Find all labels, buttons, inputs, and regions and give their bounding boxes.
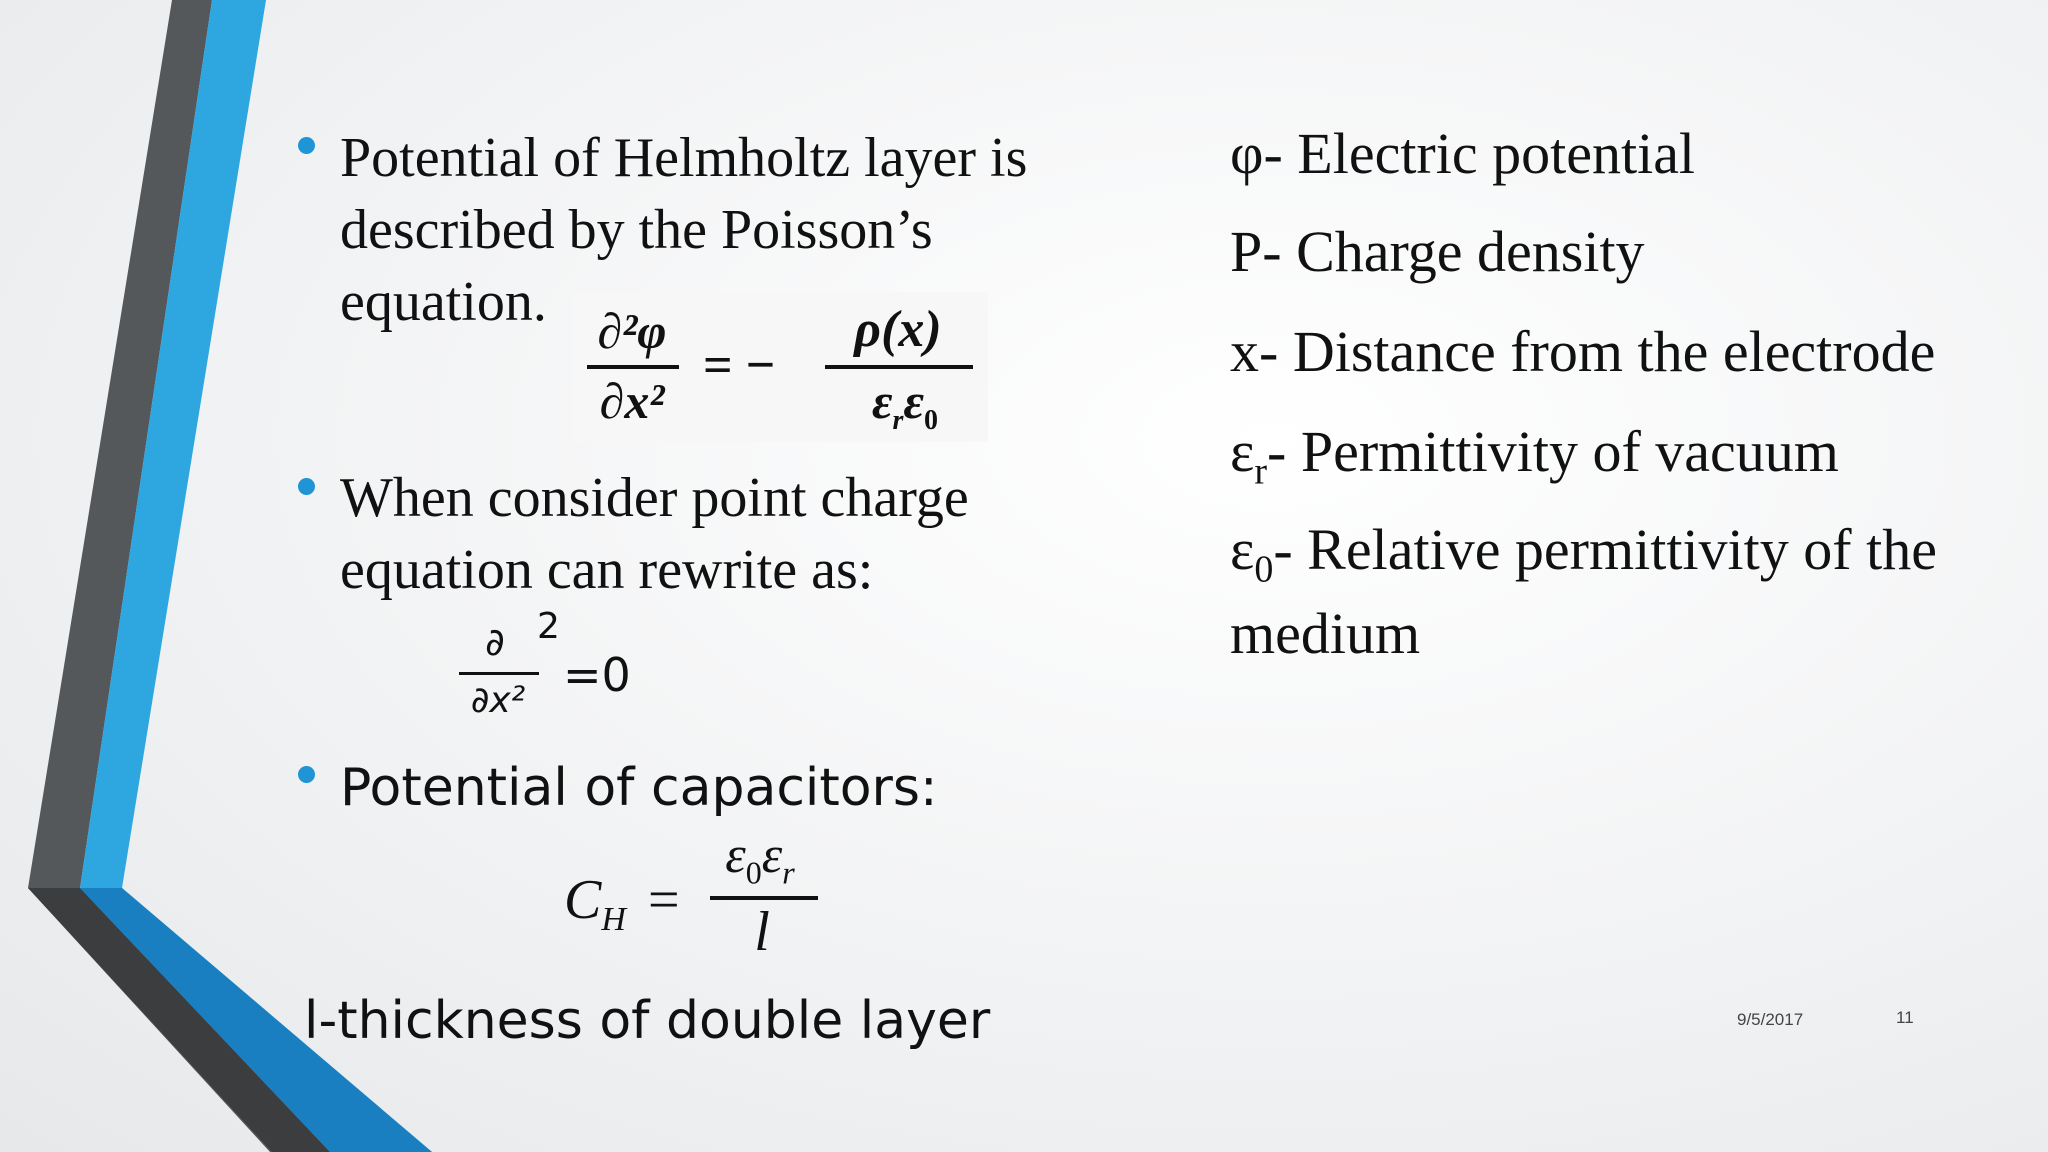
subscript: 0 — [1254, 548, 1274, 591]
bullet1-line: described by the Poisson’s — [340, 199, 933, 261]
bullet1-line: equation. — [340, 271, 547, 333]
equation-rhs-numerator: ρ(x) — [854, 301, 942, 358]
epsilon-symbol: ε — [872, 373, 893, 429]
subscript: r — [1254, 450, 1268, 493]
equation-denominator: ∂x² — [599, 373, 665, 429]
bullet2-line: When consider point charge — [340, 467, 969, 529]
bullet-dot — [298, 766, 315, 783]
laplace-denominator: ∂x² — [470, 680, 526, 721]
definition-epsilon-0 — [1230, 514, 1937, 606]
subscript: 0 — [745, 854, 762, 891]
equation-numerator: ∂²φ — [597, 303, 667, 359]
subscript: H — [601, 901, 626, 939]
capacitance-lhs — [564, 868, 626, 939]
fraction-bar — [587, 365, 679, 369]
epsilon-symbol: ε — [761, 827, 783, 884]
definition-text: - Relative permittivity of the — [1273, 517, 1937, 582]
epsilon-symbol: ε — [725, 827, 746, 884]
slide-number: 11 — [1896, 1008, 1914, 1027]
bullet2-text — [340, 462, 969, 606]
bullet1-line: Potential of Helmholtz layer is — [340, 127, 1028, 189]
fraction-bar — [459, 672, 539, 675]
slide-date: 9/5/2017 — [1737, 1010, 1804, 1029]
laplace-superscript: 2 — [537, 606, 560, 647]
epsilon-symbol: ε — [1230, 419, 1255, 484]
definition-text: - Permittivity of vacuum — [1267, 419, 1839, 484]
capacitance-equals: = — [648, 869, 680, 931]
bullet-dot — [298, 137, 315, 154]
definition-charge-density: P- Charge density — [1230, 219, 1645, 284]
bullet2-line: equation can rewrite as: — [340, 539, 874, 601]
equation-equals: = − — [703, 337, 776, 394]
definition-continuation: medium — [1230, 601, 1421, 666]
capacitance-denominator: l — [754, 901, 770, 963]
definition-epsilon-r — [1230, 416, 1839, 508]
epsilon-symbol: ε — [903, 373, 924, 429]
epsilon-symbol: ε — [1230, 517, 1255, 582]
capacitance-numerator — [708, 826, 812, 891]
definition-distance: x- Distance from the electrode — [1230, 319, 1936, 384]
subscript: r — [892, 405, 904, 436]
bullet-dot — [298, 478, 315, 495]
laplace-equation — [455, 606, 655, 732]
laplace-rhs: =0 — [563, 648, 631, 702]
equation-rhs-denominator — [835, 372, 975, 437]
laplace-numerator: ∂ — [485, 620, 505, 664]
subscript: r — [782, 854, 795, 891]
capacitance-equation — [560, 828, 830, 968]
fraction-bar — [825, 365, 973, 369]
decor-dark-lower-band — [28, 888, 330, 1152]
subscript: 0 — [923, 405, 938, 436]
poisson-equation — [573, 292, 988, 442]
bullet3-line: Potential of capacitors: — [340, 758, 938, 818]
thickness-note: l-thickness of double layer — [304, 991, 991, 1051]
definition-phi: φ- Electric potential — [1230, 121, 1696, 186]
capacitance-symbol: C — [564, 869, 602, 931]
